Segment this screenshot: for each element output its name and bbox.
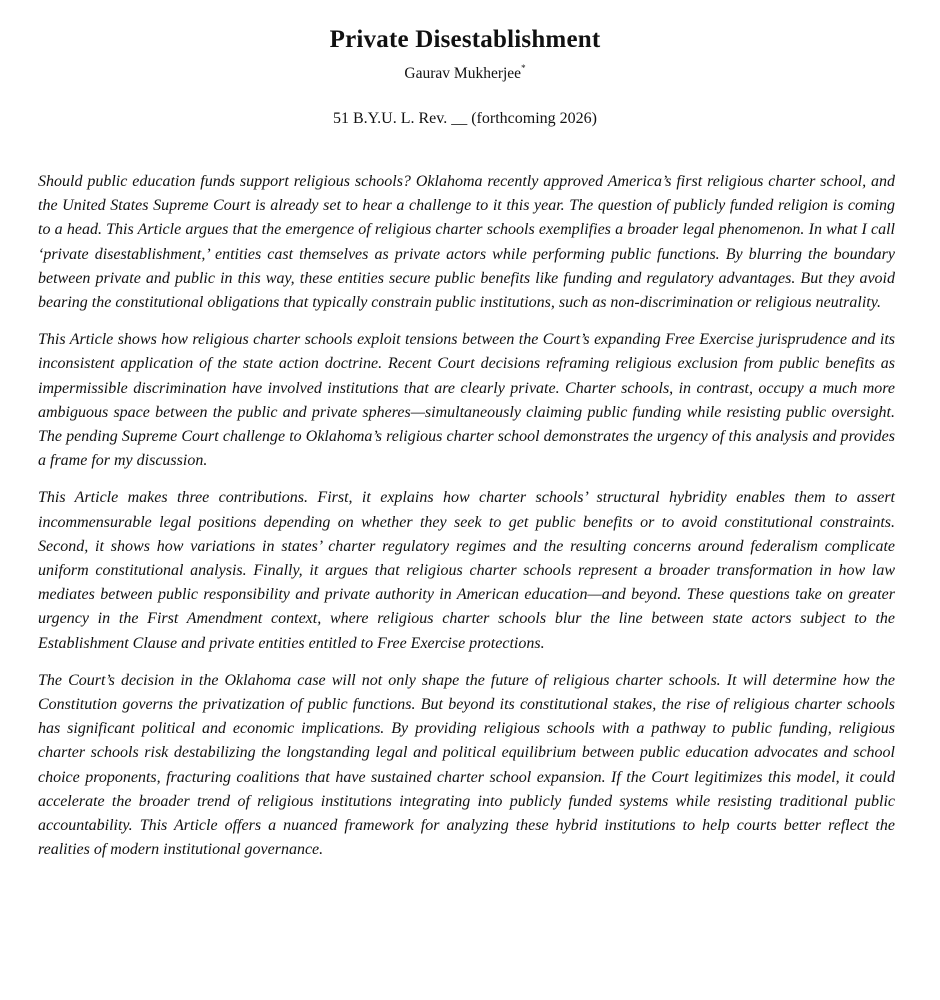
abstract-paragraph-4: The Court’s decision in the Oklahoma case will not only shape the future of religious charter schools. It will determine how the Constitution governs the privatization of public functions. But beyond its constitutional stakes, the rise of religious charter schools has significant political and economic implications. By providing religious schools with a pathway to public funding, religious charter schools risk destabilizing the longstanding legal and political equilibrium between public education advocates and school choice proponents, fracturing coalitions that have sustained charter school expansion. If the Court legitimizes this model, it could accelerate the broader trend of religious institutions integrating into publicly funded systems while resisting traditional public accountability. This Article offers a nuanced framework for analyzing these hybrid institutions to help courts better reflect the realities of modern institutional governance. bbox=[38, 671, 895, 859]
abstract-paragraph-1: Should public education funds support religious schools? Oklahoma recently approved America’s first religious charter school, and the United States Supreme Court is already set to hear a challenge to it this year. The question of publicly funded religion is coming to a head. This Article argues that the emergence of religious charter schools exemplifies a broader legal phenomenon. In what I call ‘private disestablishment,’ entities cast themselves as private actors while performing public functions. By blurring the boundary between private and public in this way, these entities secure public benefits like funding and regulatory advantages. But they avoid bearing the constitutional obligations that typically constrain public institutions, such as non-discrimination or religious neutrality. bbox=[38, 173, 895, 312]
abstract-paragraph-3: This Article makes three contributions. First, it explains how charter schools’ structural hybridity enables them to assert incommensurable legal positions depending on whether they seek to get public benefits or to avoid constitutional constraints. Second, it shows how variations in states’ charter regulatory regimes and the resulting concerns around federalism complicate uniform constitutional analysis. Finally, it argues that religious charter schools represent a broader transformation in how law mediates between public responsibility and private authority in American education—and beyond. These questions take on greater urgency in the First Amendment context, where religious charter schools blur the line between state actors subject to the Establishment Clause and private entities entitled to Free Exercise protections. bbox=[38, 489, 895, 652]
citation: 51 B.Y.U. L. Rev. __ (forthcoming 2026) bbox=[333, 110, 597, 127]
author-line bbox=[0, 64, 930, 83]
abstract-paragraph-2: This Article shows how religious charter schools exploit tensions between the Court’s expanding Free Exercise jurisprudence and its inconsistent application of the state action doctrine. Recent Court decisions reframing religious exclusion from public benefits as impermissible discrimination have involved institutions that are clearly private. Charter schools, in contrast, occupy a much more ambiguous space between the public and private spheres—simultaneously claiming public funding while resisting public oversight. The pending Supreme Court challenge to Oklahoma’s religious charter school demonstrates the urgency of this analysis and provides a frame for my discussion. bbox=[38, 331, 895, 470]
author-footnote-marker: * bbox=[521, 63, 526, 73]
paper-title: Private Disestablishment bbox=[329, 26, 601, 53]
author-name: Gaurav Mukherjee bbox=[404, 65, 522, 83]
abstract bbox=[38, 170, 895, 875]
